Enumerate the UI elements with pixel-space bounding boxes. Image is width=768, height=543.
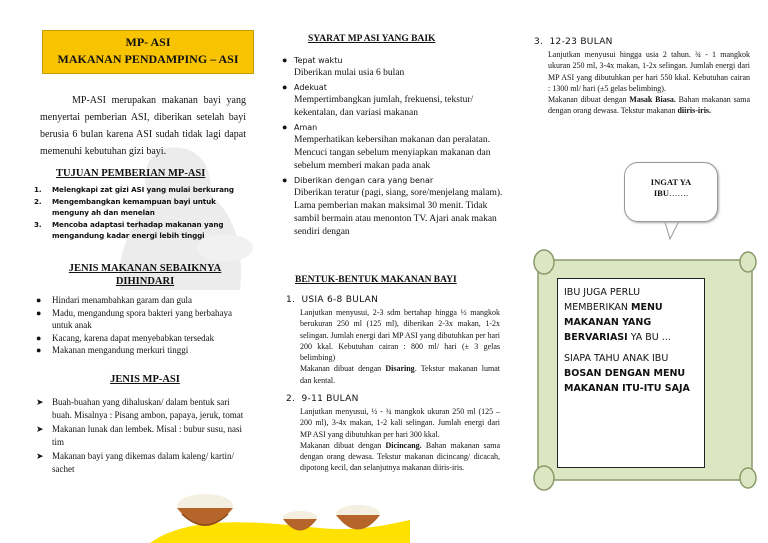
stage-text: Lanjutkan menyusui hingga usia 2 tahun. ¾ - 1 mangkok ukuran 250 ml, 3-4x makan, 1-2x selingan. Jumlah energi dari MP ASI yang dibutuhkan per hari 550 kkal. Kebutuhan cairan : 1300 ml/ hari (±5 gelas belimbing). bbox=[548, 50, 750, 93]
scroll-paragraph-2: SIAPA TAHU ANAK IBU BOSAN DENGAN MENU MAKANAN ITU-ITU SAJA bbox=[564, 353, 690, 394]
stage-text-2: Makanan dibuat dengan Disaring. Tekstur makanan lumat dan kental. bbox=[300, 364, 500, 385]
stage-number: 3. bbox=[534, 37, 544, 47]
stage-number: 1. bbox=[286, 295, 296, 305]
bubble-bold: IBU bbox=[653, 188, 669, 198]
list-item: 2. Mengembangkan kemampuan bayi untuk menguny ah dan menelan bbox=[34, 197, 216, 217]
scroll-paragraph-1: IBU JUGA PERLU MEMBERIKAN MENU MAKANAN YANG BERVARIASI YA BU ... bbox=[564, 287, 671, 343]
list-item: ● Tepat waktu Diberikan mulai usia 6 bulan bbox=[282, 55, 405, 78]
left-panel bbox=[0, 0, 256, 543]
stage-text-2: Makanan dibuat dengan Masak Biasa. Bahan makanan sama dengan orang dewasa. Tekstur makanan diiris-iris. bbox=[548, 95, 750, 116]
syarat-list bbox=[282, 55, 504, 241]
title-line-2: MAKANAN PENDAMPING – ASI bbox=[57, 52, 239, 66]
title-box bbox=[42, 30, 254, 74]
stage-number: 2. bbox=[286, 394, 296, 404]
tujuan-heading: TUJUAN PEMBERIAN MP-ASI bbox=[56, 168, 206, 179]
jenis-list bbox=[30, 396, 248, 475]
list-item: ● Diberikan dengan cara yang benar Diberikan teratur (pagi, siang, sore/menjelang malam). Lama pemberian makan maksimal 30 menit. Tidak sambil bermain atau menonton TV. Ajari anak makan sendiri dengan bbox=[282, 175, 503, 237]
stage-text: Lanjutkan menyusui, ½ - ¾ mangkok ukuran 250 ml (125 – 200 ml), 3-4x makan, 1-2 kali selingan. Jumlah energi dari MP ASI yang dibutuhkan per hari 300 kkal. bbox=[300, 407, 500, 439]
list-item: ● Adekuat Mempertimbangkan jumlah, frekuensi, tekstur/ kekentalan, dan variasi makanan bbox=[282, 82, 474, 118]
stage-title: 12-23 BULAN bbox=[549, 37, 613, 47]
stage-text-2: Makanan dibuat dengan Dicincang. Bahan makanan sama dengan orang dewasa. Tekstur makanan dicincang/ dicacah, dipotong kecil, dan selanjutnya makanan diiris-iris. bbox=[300, 440, 500, 473]
list-item: 1. Melengkapi zat gizi ASI yang mulai berkurang bbox=[34, 185, 234, 194]
list-item: ➤ Makanan lunak dan lembek. Misal : bubur susu, nasi tim bbox=[36, 424, 242, 447]
list-item: ● Hindari menambahkan garam dan gula bbox=[36, 295, 192, 305]
bubble-line-1: INGAT YA bbox=[650, 177, 692, 187]
list-item: ● Madu, mengandung spora bakteri yang berbahaya untuk anak bbox=[36, 307, 232, 330]
list-item: ➤ Makanan bayi yang dikemas dalam kaleng/ kartin/ sachet bbox=[36, 451, 234, 474]
stage-6-8-bulan bbox=[286, 294, 500, 386]
rice-bowls-illustration bbox=[150, 484, 410, 543]
stage-title: USIA 6-8 BULAN bbox=[301, 295, 379, 305]
rice-bowl-icon bbox=[336, 505, 380, 530]
list-item: 3. Mencoba adaptasi terhadap makanan yang mengandung kadar energi lebih tinggi bbox=[34, 220, 224, 240]
bentuk-heading: BENTUK-BENTUK MAKANAN BAYI bbox=[295, 275, 457, 285]
tujuan-list bbox=[34, 184, 246, 242]
intro-paragraph bbox=[40, 92, 246, 160]
bubble-dots: ……. bbox=[669, 188, 689, 198]
rice-bowl-icon bbox=[177, 494, 233, 526]
jenis-heading: JENIS MP-ASI bbox=[110, 374, 180, 385]
title-line-1: MP- ASI bbox=[125, 35, 171, 49]
list-item: ● Aman Memperhatikan kebersihan makanan dan peralatan. Mencuci tangan sebelum menyiapkan makanan dan sebelum memberi makan pada anak bbox=[282, 122, 491, 171]
list-item: ● Kacang, karena dapat menyebabkan tersedak bbox=[36, 332, 215, 343]
hindari-heading-line-2: DIHINDARI bbox=[115, 276, 175, 287]
stage-text: Lanjutkan menyusui, 2-3 sdm bertahap hingga ½ mangkok berukuran 250 ml (125 ml), diberikan 2-3x makan, 1-2x selingan. Jumlah energi dari MP ASI yang dibutuhkan per hari 200 kkal. Kebutuhan cairan : 800 ml/ hari (± 3 gelas belimbing) bbox=[300, 308, 500, 363]
stage-title: 9-11 BULAN bbox=[301, 394, 359, 404]
stage-12-23-bulan bbox=[534, 36, 750, 117]
list-item: ● Makanan mengandung merkuri tinggi bbox=[36, 345, 189, 355]
hindari-heading-line-1: JENIS MAKANAN SEBAIKNYA bbox=[68, 263, 222, 274]
speech-bubble-tail bbox=[660, 219, 690, 241]
syarat-heading: SYARAT MP ASI YANG BAIK bbox=[308, 34, 436, 44]
list-item: ➤ Buah-buahan yang dihaluskan/ dalam bentuk sari buah. Misalnya : Pisang ambon, papaya, jeruk, tomat bbox=[36, 397, 244, 420]
intro-text: MP-ASI merupakan makanan bayi yang menyertai pemberian ASI, diberikan setelah bayi berusia 6 bulan karena ASI sudah tidak lagi dapat memenuhi kebutuhan gizi bayi. bbox=[40, 95, 246, 157]
scroll-message bbox=[557, 278, 705, 468]
speech-bubble bbox=[624, 162, 718, 222]
stage-9-11-bulan bbox=[286, 393, 500, 474]
hindari-list bbox=[30, 294, 248, 357]
